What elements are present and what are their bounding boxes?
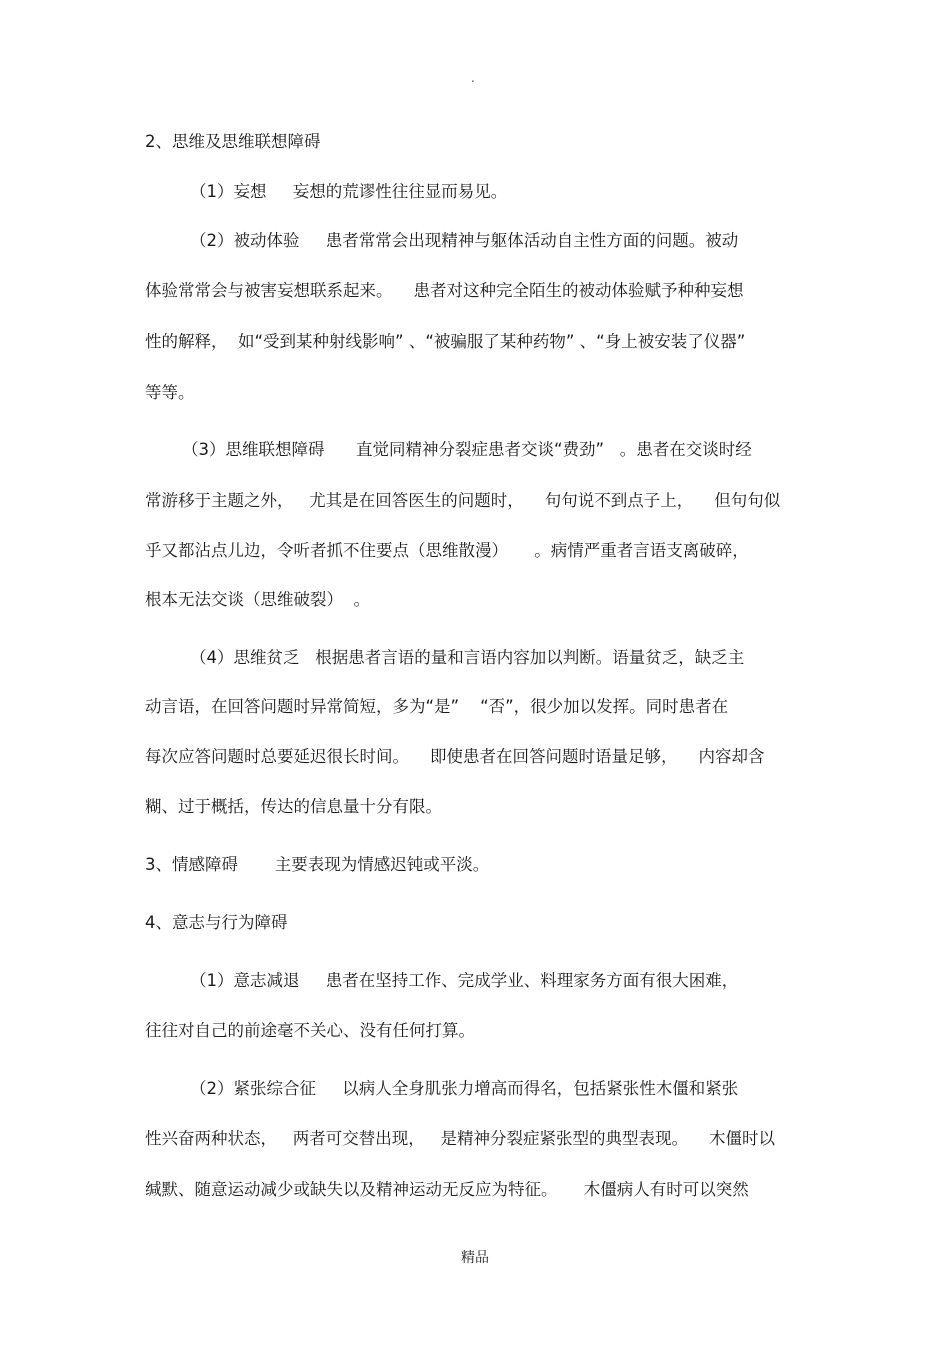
header-mark: . — [471, 71, 475, 85]
paragraph-line: 性兴奋两种状态， 两者可交替出现， 是精神分裂症紧张型的典型表现。 木僵时以 — [145, 1129, 775, 1148]
paragraph-line: 糊、过于概括，传达的信息量十分有限。 — [145, 797, 442, 816]
paragraph-line: 等等。 — [145, 383, 195, 402]
paragraph-line: （4）思维贫乏 根据患者言语的量和言语内容加以判断。语量贫乏，缺乏主 — [190, 648, 745, 667]
paragraph-line: 体验常常会与被害妄想联系起来。 患者对这种完全陌生的被动体验赋予种种妄想 — [145, 281, 744, 300]
paragraph-line: 常游移于主题之外， 尤其是在回答医生的问题时， 句句说不到点子上， 但句句似 — [145, 491, 781, 510]
paragraph-line: 性的解释， 如“受到某种射线影响” 、“被骗服了某种药物” 、“身上被安装了仪器” — [145, 332, 746, 351]
paragraph-line: （1）意志减退 患者在坚持工作、完成学业、料理家务方面有很大困难， — [190, 971, 739, 990]
paragraph-line: 往往对自己的前途毫不关心、没有任何打算。 — [145, 1021, 475, 1040]
paragraph-line: 根本无法交谈（思维破裂） 。 — [145, 590, 370, 609]
footer-label: 精品 — [461, 1250, 489, 1266]
paragraph-line: 乎又都沾点儿边，令听者抓不住要点（思维散漫） 。病情严重者言语支离破碎， — [145, 541, 749, 560]
section-heading: 2、思维及思维联想障碍 — [145, 132, 321, 151]
section-heading: 3、情感障碍 主要表现为情感迟钝或平淡。 — [145, 855, 490, 874]
paragraph-line: （3）思维联想障碍 直觉同精神分裂症患者交谈“费劲” 。患者在交谈时经 — [182, 440, 752, 459]
section-heading: 4、意志与行为障碍 — [145, 913, 288, 932]
paragraph-line: 每次应答问题时总要延迟很长时间。 即使患者在回答问题时语量足够， 内容却含 — [145, 747, 765, 766]
paragraph-line: （2）被动体验 患者常常会出现精神与躯体活动自主性方面的问题。被动 — [190, 231, 739, 250]
paragraph-line: （2）紧张综合征 以病人全身肌张力增高而得名，包括紧张性木僵和紧张 — [190, 1079, 739, 1098]
paragraph-line: 缄默、随意运动减少或缺失以及精神运动无反应为特征。 木僵病人有时可以突然 — [145, 1180, 749, 1199]
paragraph-line: （1）妄想 妄想的荒谬性往往显而易见。 — [190, 182, 508, 201]
paragraph-line: 动言语，在回答问题时异常简短，多为“是” “否”，很少加以发挥。同时患者在 — [145, 697, 729, 716]
